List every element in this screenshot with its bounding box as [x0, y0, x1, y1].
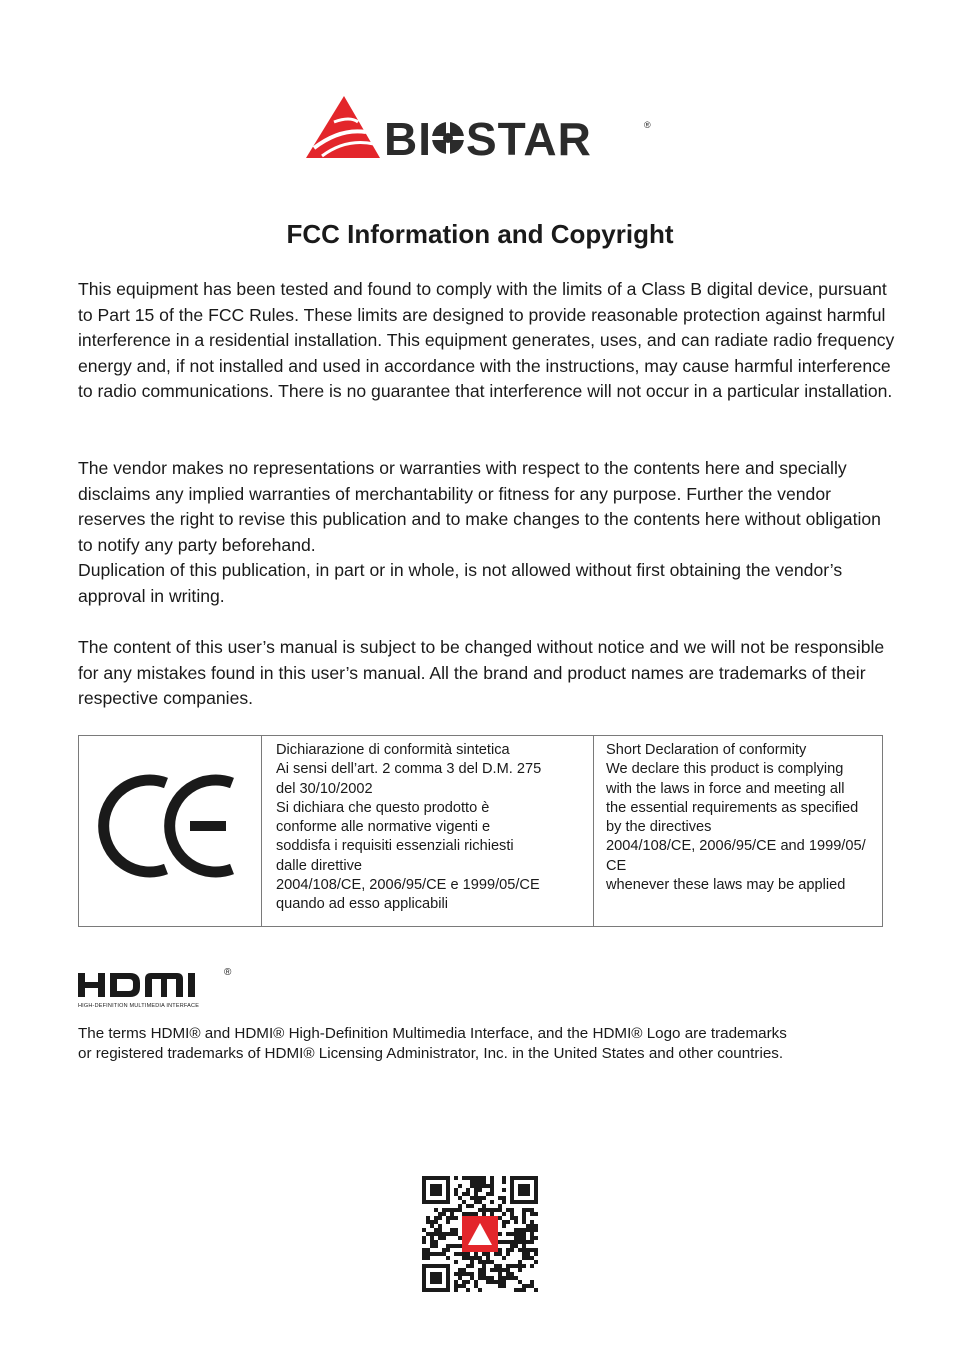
italian-line: Si dichiara che questo prodotto è: [276, 799, 490, 816]
english-line: by the directives: [606, 819, 712, 836]
hdmi-caption: HIGH-DEFINITION MULTIMEDIA INTERFACE: [78, 1003, 200, 1009]
disclaimer-paragraph: The vendor makes no representations or warranties with respect to the contents here and specially disclaims any implied warranties of merchantability or fitness for any purpose. Further the vendor reserves the right to revise this publication and to make changes to the contents here without obligation to notify any party beforehand.: [78, 458, 881, 555]
hdmi-note-line: or registered trademarks of HDMI® Licensing Administrator, Inc. in the United States and other countries.: [78, 1044, 784, 1062]
italian-line: 2004/108/CE, 2006/95/CE e 1999/05/CE: [276, 877, 540, 894]
hdmi-logo-icon: [78, 967, 238, 1003]
brand-name-right: STAR: [466, 113, 592, 165]
qr-code-icon: [420, 1174, 540, 1291]
manual-content-paragraph: The content of this user’s manual is subject to be changed without notice and we will not be responsible for any mistakes found in this user’s manual. All the brand and product names are trademarks of their respective companies.: [78, 637, 885, 708]
english-line: Short Declaration of conformity: [606, 742, 807, 758]
italian-line: Dichiarazione di conformità sintetica: [276, 742, 510, 758]
english-line: whenever these laws may be applied: [606, 877, 846, 894]
english-line: CE: [606, 857, 627, 874]
italian-line: del 30/10/2002: [276, 780, 373, 797]
page-title: FCC Information and Copyright: [286, 219, 674, 249]
italian-line: quando ad esso applicabili: [276, 896, 449, 913]
english-line: We declare this product is complying: [606, 761, 844, 778]
english-line: the essential requirements as specified: [606, 799, 859, 816]
hdmi-registered-mark: ®: [224, 967, 232, 978]
ce-mark-icon: [80, 725, 260, 919]
hdmi-trademark-note: [78, 1024, 898, 1063]
italian-line: Ai sensi dell’art. 2 comma 3 del D.M. 275: [276, 761, 542, 778]
english-declaration-cell: [594, 736, 883, 927]
english-line: with the laws in force and meeting all: [606, 780, 845, 797]
italian-line: conforme alle normative vigenti e: [276, 819, 491, 836]
qr-code: [420, 1174, 540, 1291]
english-line: 2004/108/CE, 2006/95/CE and 1999/05/: [606, 838, 866, 855]
ce-declaration-table: [78, 725, 883, 927]
registered-mark: ®: [644, 120, 651, 130]
italian-declaration-cell: [262, 736, 594, 927]
ce-mark-cell: [79, 725, 262, 927]
ce-mark-text: CE: [80, 725, 101, 741]
duplication-paragraph: Duplication of this publication, in part or in whole, is not allowed without first obtaining the vendor’s approval in writing.: [78, 560, 843, 606]
hdmi-note-line: The terms HDMI® and HDMI® High-Definition Multimedia Interface, and the HDMI® Logo are trademarks: [78, 1025, 787, 1042]
italian-line: soddisfa i requisiti essenziali richiesti: [276, 838, 514, 855]
fcc-paragraph: This equipment has been tested and found to comply with the limits of a Class B digital device, pursuant to Part 15 of the FCC Rules. These limits are designed to provide reasonable protection against harmful interference in a residential installation. This equipment generates, uses, and can radiate radio frequency energy and, if not installed and used in accordance with the instructions, may cause harmful interference to radio communications. There is no guarantee that interference will not occur in a particular installation.: [78, 279, 895, 401]
italian-line: dalle direttive: [276, 857, 362, 874]
biostar-logo: [300, 92, 660, 164]
brand-name-left: BI: [384, 113, 432, 165]
